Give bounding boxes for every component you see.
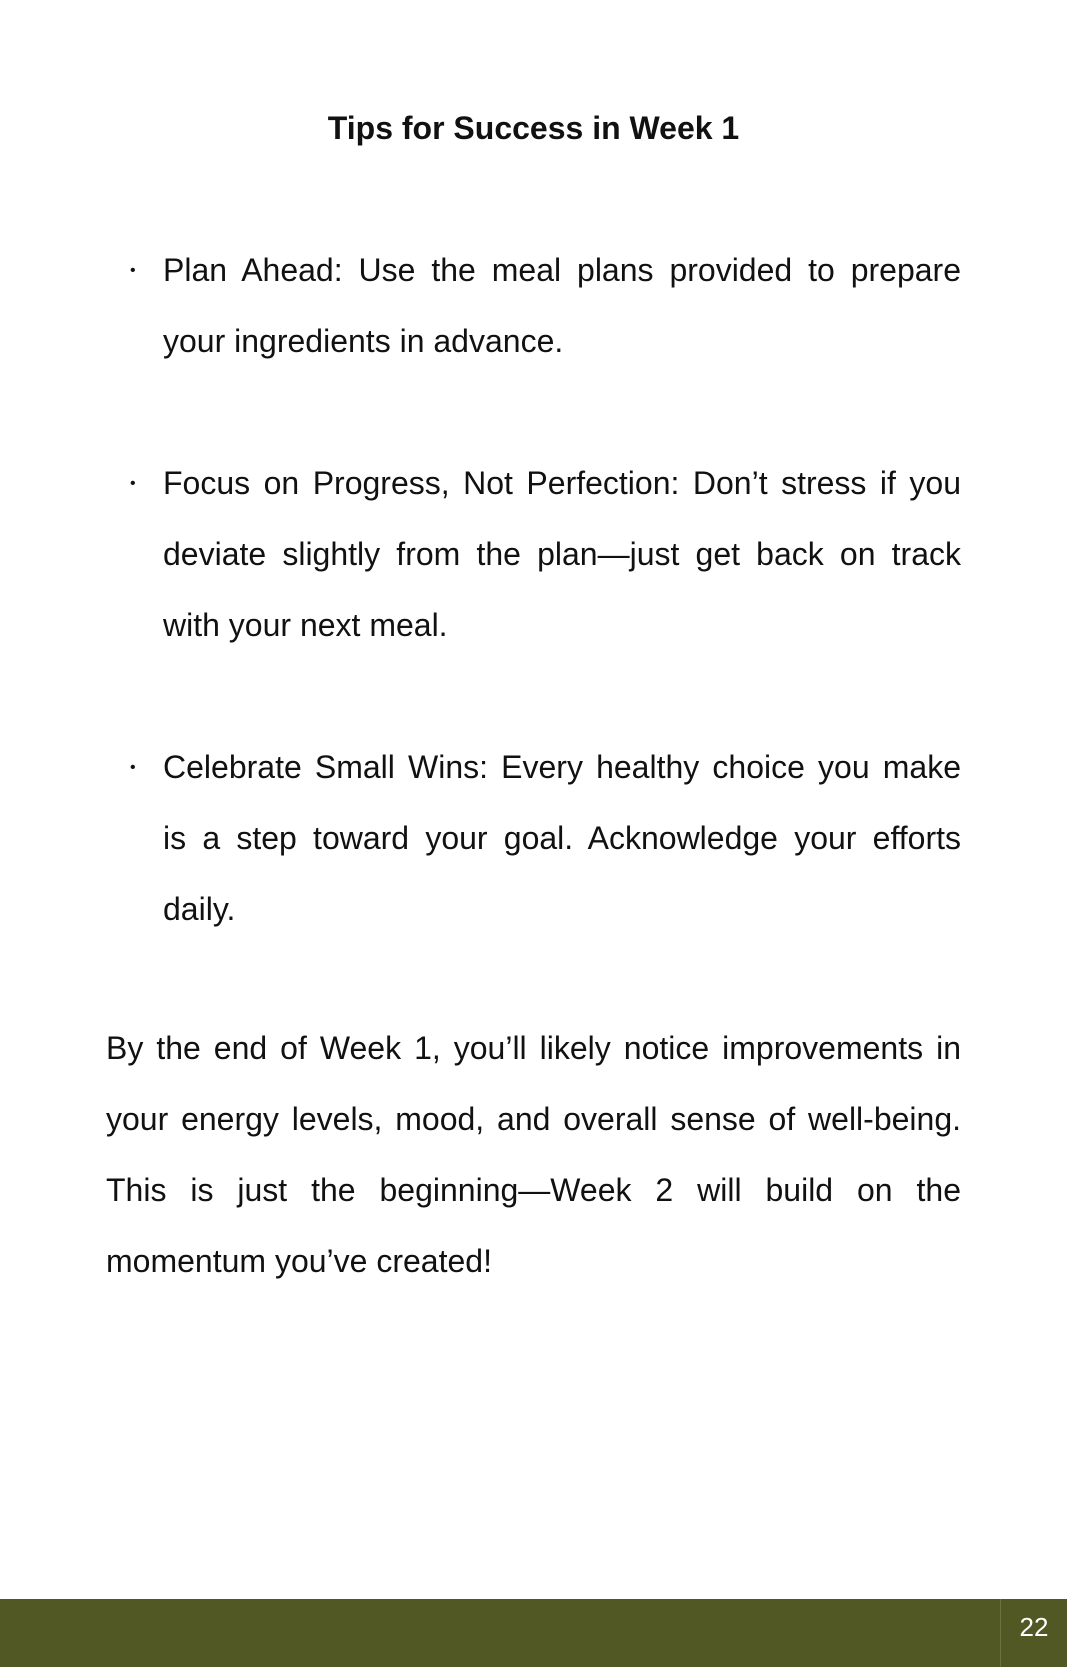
tip-text: Plan Ahead: Use the meal plans provided to prepare your ingredients in advance.	[163, 252, 961, 359]
bullet-icon: •	[130, 475, 136, 492]
footer-bar	[0, 1599, 1067, 1667]
tip-text: Celebrate Small Wins: Every healthy choice you make is a step toward your goal. Acknowledge your efforts daily.	[163, 749, 961, 927]
tip-text: Focus on Progress, Not Perfection: Don’t stress if you deviate slightly from the plan—just get back on track with your next meal.	[163, 465, 961, 643]
tips-list	[130, 235, 961, 1016]
page-number: 22	[1000, 1599, 1067, 1667]
tip-plan-ahead	[130, 235, 961, 377]
tip-focus-on-progress	[130, 448, 961, 661]
page-title: Tips for Success in Week 1	[327, 110, 740, 146]
bullet-icon: •	[130, 759, 136, 776]
summary-paragraph: By the end of Week 1, you’ll likely notice improvements in your energy levels, mood, and overall sense of well-being. This is just the beginning—Week 2 will build on the momentum you’ve created!	[106, 1030, 961, 1279]
tip-celebrate-small-wins	[130, 732, 961, 945]
bullet-icon: •	[130, 262, 136, 279]
